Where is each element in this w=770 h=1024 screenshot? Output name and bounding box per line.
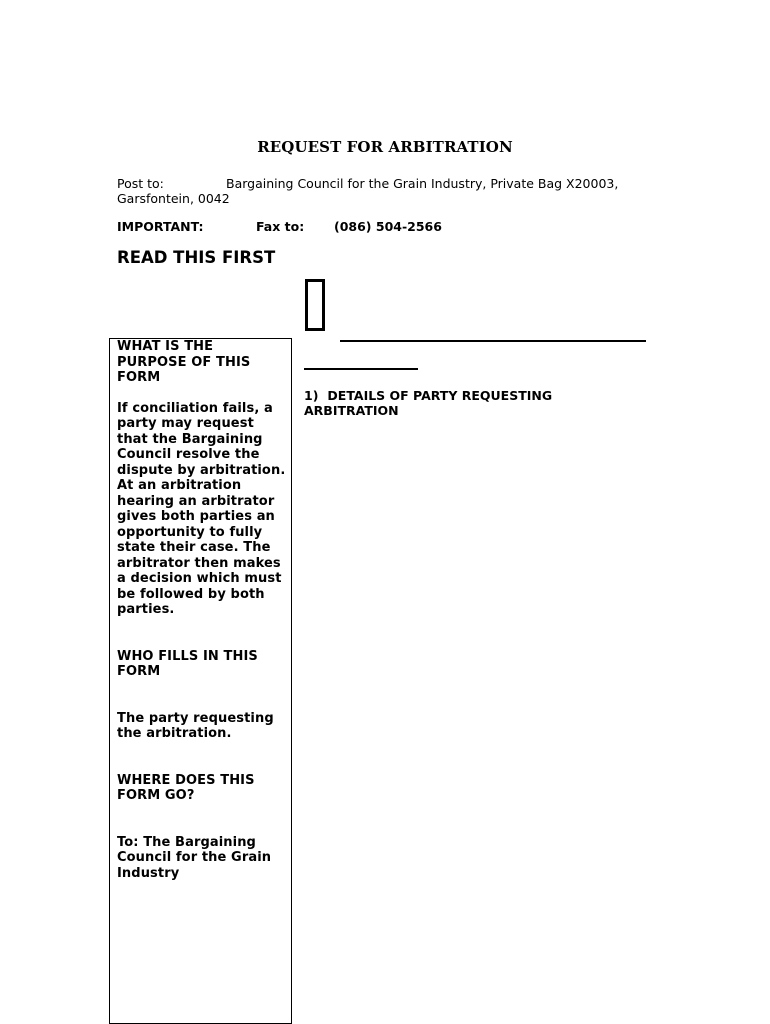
who-text: The party requesting the arbitration.: [117, 710, 274, 741]
section-1-title: DETAILS OF PARTY REQUESTING ARBITRATION: [304, 388, 553, 418]
post-to-label: Post to:: [117, 176, 164, 191]
signature-rule: [340, 340, 646, 342]
post-address: Bargaining Council for the Grain Industry, Private Bag X20003, Garsfontein, 0042: [117, 176, 619, 206]
who-heading: WHO FILLS IN THIS FORM: [117, 648, 258, 679]
read-this-first-heading: READ THIS FIRST: [117, 248, 276, 267]
signature-rule-continued: [304, 368, 418, 370]
missing-glyph-icon: [305, 279, 325, 331]
fax-label: Fax to:: [256, 219, 305, 234]
section-1-number: 1): [304, 388, 319, 403]
purpose-text: If conciliation fails, a party may request that the Bargaining Council resolve the dispute by arbitration. At an arbitration hearing an arbitrator gives both parties an opportunity to fully state their case. The arbitrator then makes a decision which must be followed by both parties.: [117, 400, 286, 617]
important-label: IMPORTANT:: [117, 219, 204, 234]
where-text: To: The Bargaining Council for the Grain Industry: [117, 834, 272, 881]
important-line: [117, 219, 442, 234]
post-to-line: [117, 176, 657, 206]
info-sidebar: [109, 338, 292, 1024]
where-heading: WHERE DOES THIS FORM GO?: [117, 772, 255, 803]
section-1-heading: [304, 388, 594, 418]
fax-number: (086) 504-2566: [334, 219, 442, 234]
document-title: REQUEST FOR ARBITRATION: [257, 138, 513, 156]
purpose-heading: WHAT IS THE PURPOSE OF THIS FORM: [117, 339, 251, 385]
